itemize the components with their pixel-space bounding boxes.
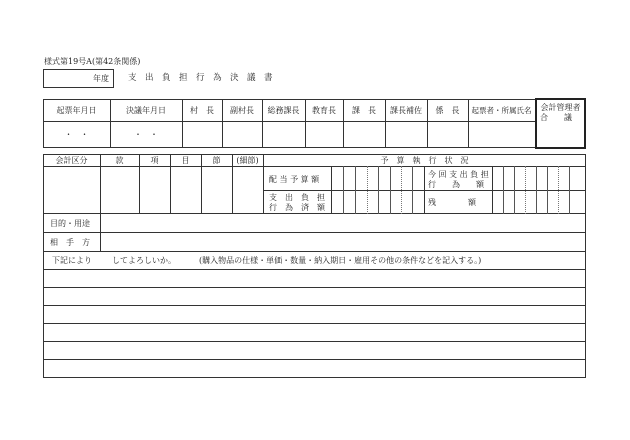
current-label-line1: 今 回 支 出 負 担 [428,170,489,179]
header-superintendent: 教育長 [312,106,336,115]
current-label-line2: 行 為 額 [428,180,484,189]
purpose-label: 目的・用途 [50,219,90,228]
header-drafter-name: 起票者・所属氏名 [471,106,532,115]
spent-label-line2: 行 為 済 額 [269,203,325,212]
auditor-consultation-box [535,98,586,149]
note-request: してよろしいか。 [112,256,176,265]
remaining-label: 残 額 [428,198,476,207]
header-subsection-chief: 係 長 [435,106,460,115]
header-section-chief: 課 長 [352,106,376,115]
header-execution-status: 予 算 執 行 状 況 [380,156,469,165]
header-moku: 目 [181,156,190,165]
document-title: 支 出 負 担 行 為 決 議 書 [128,73,273,83]
auditor-consult-label: 合 議 [540,113,572,122]
counterparty-field[interactable] [101,233,585,251]
header-decision-date: 決議年月日 [126,106,166,115]
header-setsu: 節 [212,156,221,165]
decision-date-field[interactable]: ・ ・ [134,130,158,139]
header-kou: 項 [150,156,159,165]
header-kan: 款 [115,156,124,165]
year-suffix-label: 年度 [93,74,109,83]
auditor-title: 会計管理者 [540,103,581,112]
form-number: 様式第19号A(第42条関係) [44,57,141,66]
fiscal-year-field[interactable] [43,69,114,88]
purpose-field[interactable] [101,215,585,231]
note-prefix: 下記により [52,256,92,265]
note-instruction: (購入物品の仕様・単価・数量・納入期日・雇用その他の条件などを記入する。) [199,256,482,265]
header-deputy-mayor: 副村長 [230,106,254,115]
header-draft-date: 起票年月日 [56,106,97,115]
header-assistant-chief: 課長補佐 [390,106,422,115]
header-mayor: 村 長 [190,106,214,115]
allocation-label: 配 当 予 算 額 [269,175,320,184]
header-sub-setsu: (細節) [236,156,259,165]
header-general-affairs-chief: 総務課長 [267,106,300,115]
counterparty-label: 相 手 方 [50,238,90,247]
header-account-division: 会計区分 [55,156,88,165]
spent-label-line1: 支 出 負 担 [269,193,325,202]
draft-date-field[interactable]: ・ ・ [64,130,89,139]
